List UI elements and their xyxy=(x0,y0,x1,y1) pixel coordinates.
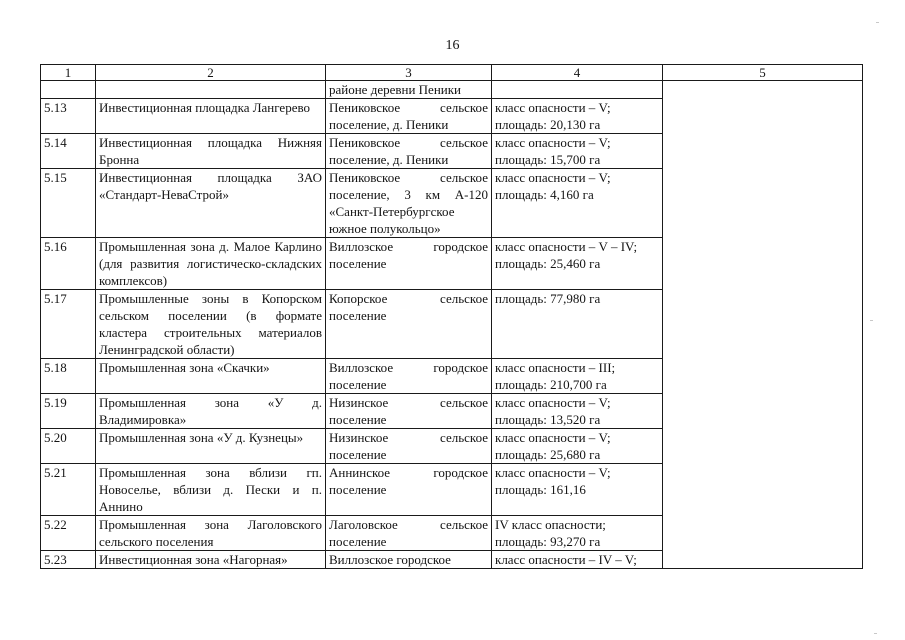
params-cell: класс опасности – V; площадь: 25,680 га xyxy=(492,429,663,464)
object-name-cell: Инвестиционная площадка ЗАО «Стандарт-НеваСтрой» xyxy=(96,169,326,238)
object-name-cell: Промышленная зона «У д. Кузнецы» xyxy=(96,429,326,464)
params-cell: класс опасности – V – IV; площадь: 25,460 га xyxy=(492,238,663,290)
row-number: 5.19 xyxy=(41,394,96,429)
object-name-cell: Промышленная зона д. Малое Карлино (для развития логистическо-складских комплексов) xyxy=(96,238,326,290)
params-cell: класс опасности – V; площадь: 15,700 га xyxy=(492,134,663,169)
row-number: 5.20 xyxy=(41,429,96,464)
empty-cell xyxy=(96,81,326,99)
location-cell: районе деревни Пеники xyxy=(326,81,492,99)
object-name-cell: Инвестиционная площадка Нижняя Бронна xyxy=(96,134,326,169)
object-name-cell: Промышленная зона «У д. Владимировка» xyxy=(96,394,326,429)
object-name-cell: Промышленная зона вблизи гп. Новоселье, вблизи д. Пески и п. Аннино xyxy=(96,464,326,516)
params-cell: класс опасности – IV – V; xyxy=(492,551,663,569)
params-cell: класс опасности – V; площадь: 20,130 га xyxy=(492,99,663,134)
location-cell: Копорское сельское поселение xyxy=(326,290,492,359)
location-cell: Пениковское сельское поселение, д. Пеники xyxy=(326,134,492,169)
location-cell: Виллозское городское xyxy=(326,551,492,569)
column-header: 3 xyxy=(326,65,492,81)
page-number: 16 xyxy=(445,38,460,53)
object-name-cell: Промышленная зона Лаголовского сельского поселения xyxy=(96,516,326,551)
location-cell: Виллозское городское поселение xyxy=(326,238,492,290)
row-number: 5.18 xyxy=(41,359,96,394)
row-number: 5.14 xyxy=(41,134,96,169)
column-header: 2 xyxy=(96,65,326,81)
scan-speck xyxy=(874,633,877,634)
row-number: 5.13 xyxy=(41,99,96,134)
location-cell: Пениковское сельское поселение, д. Пеники xyxy=(326,99,492,134)
object-name-cell: Промышленная зона «Скачки» xyxy=(96,359,326,394)
row-number: 5.17 xyxy=(41,290,96,359)
location-cell: Виллозское городское поселение xyxy=(326,359,492,394)
scan-speck xyxy=(876,22,879,23)
table-header-row xyxy=(41,65,863,81)
params-cell: площадь: 77,980 га xyxy=(492,290,663,359)
params-cell: класс опасности – III; площадь: 210,700 га xyxy=(492,359,663,394)
column-header: 4 xyxy=(492,65,663,81)
column-5-cell xyxy=(663,81,863,569)
object-name-cell: Инвестиционная зона «Нагорная» xyxy=(96,551,326,569)
row-number: 5.23 xyxy=(41,551,96,569)
column-header: 5 xyxy=(663,65,863,81)
location-cell: Лаголовское сельское поселение xyxy=(326,516,492,551)
location-cell: Аннинское городское поселение xyxy=(326,464,492,516)
row-number: 5.16 xyxy=(41,238,96,290)
empty-cell xyxy=(492,81,663,99)
continuation-row xyxy=(41,81,863,99)
location-cell: Пениковское сельское поселение, 3 км А-120 «Санкт-Петербургское южное полукольцо» xyxy=(326,169,492,238)
params-cell: IV класс опасности; площадь: 93,270 га xyxy=(492,516,663,551)
column-header: 1 xyxy=(41,65,96,81)
params-cell: класс опасности – V; площадь: 161,16 xyxy=(492,464,663,516)
row-number: 5.22 xyxy=(41,516,96,551)
params-cell: класс опасности – V; площадь: 4,160 га xyxy=(492,169,663,238)
zones-table xyxy=(40,64,863,569)
row-number: 5.15 xyxy=(41,169,96,238)
location-cell: Низинское сельское поселение xyxy=(326,429,492,464)
object-name-cell: Промышленные зоны в Копорском сельском поселении (в формате кластера строительных материалов Ленинградской области) xyxy=(96,290,326,359)
location-cell: Низинское сельское поселение xyxy=(326,394,492,429)
scan-speck xyxy=(870,320,873,321)
empty-cell xyxy=(41,81,96,99)
params-cell: класс опасности – V; площадь: 13,520 га xyxy=(492,394,663,429)
object-name-cell: Инвестиционная площадка Лангерево xyxy=(96,99,326,134)
row-number: 5.21 xyxy=(41,464,96,516)
